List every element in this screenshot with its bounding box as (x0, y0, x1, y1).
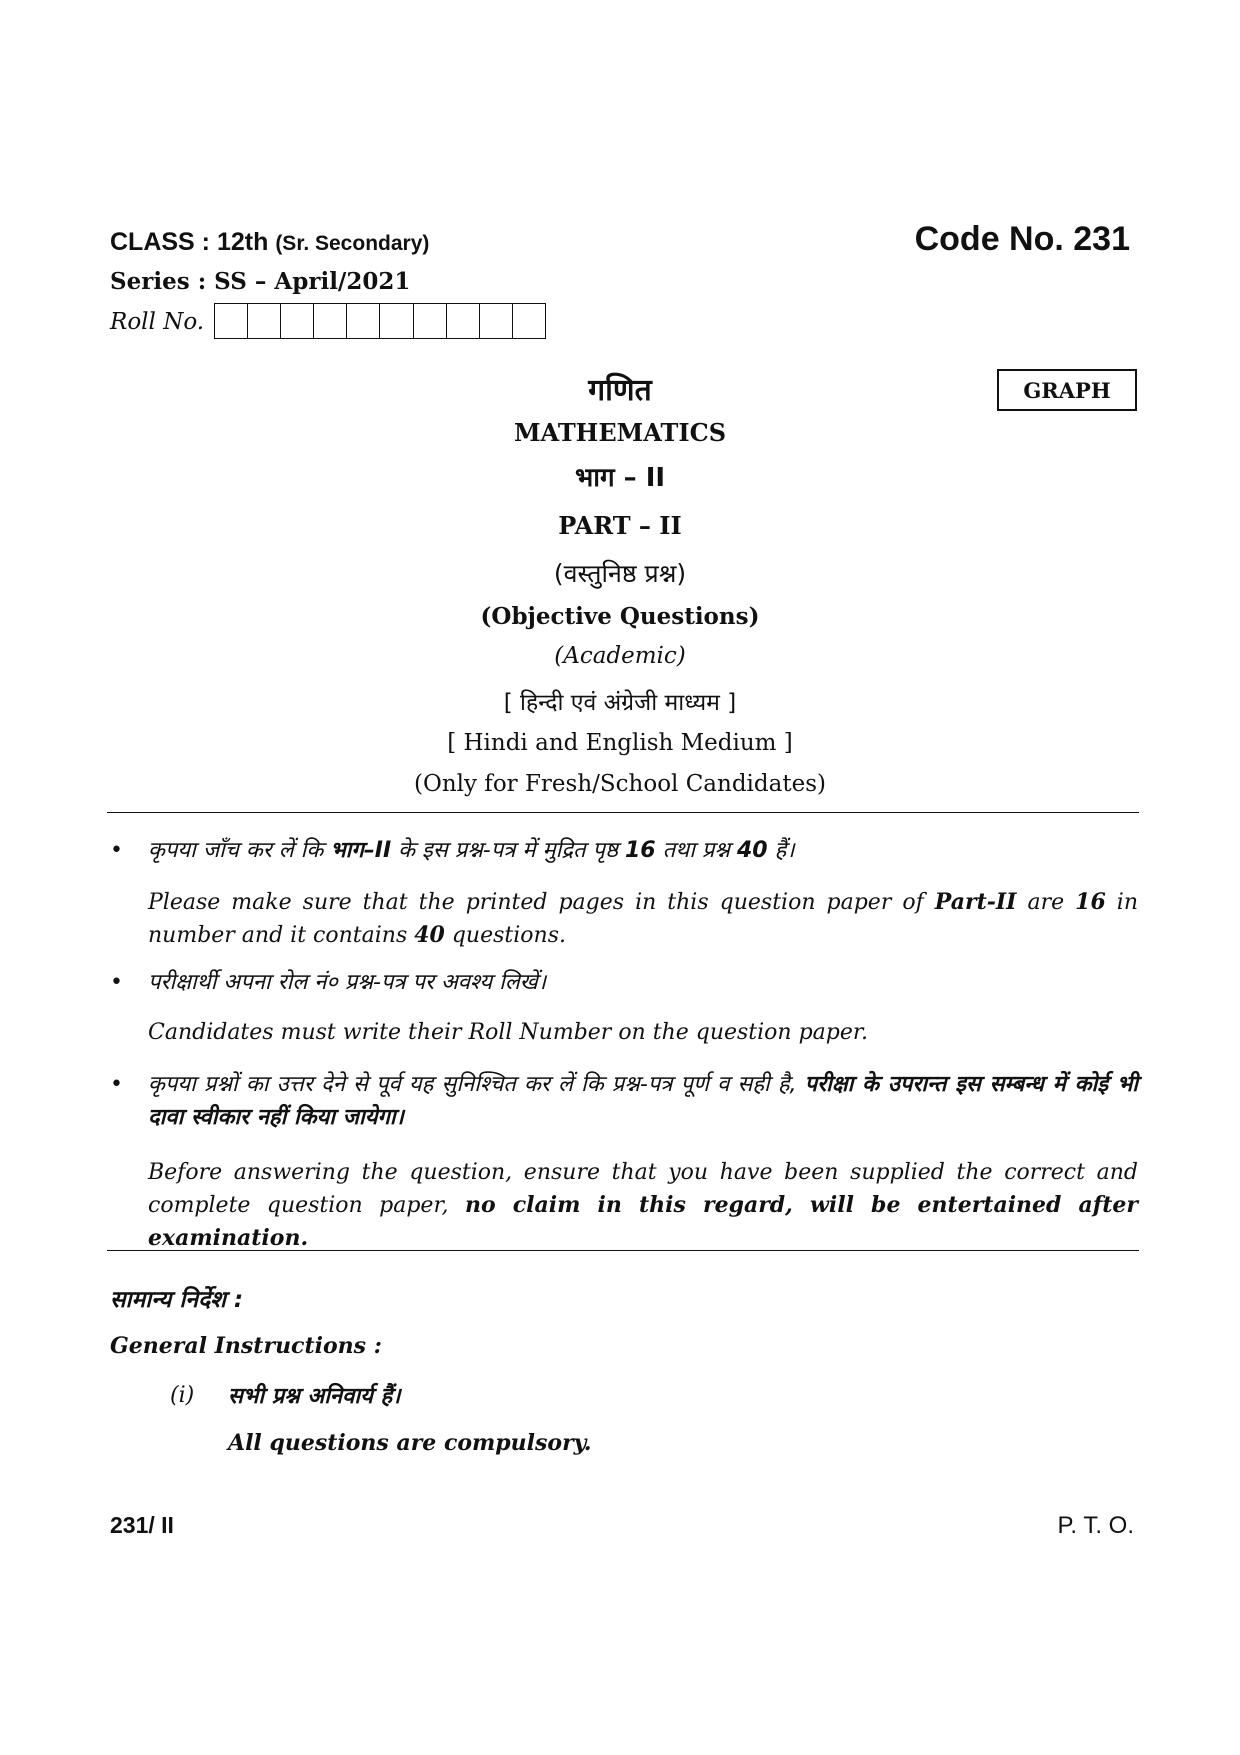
class-line (110, 228, 429, 257)
text: in number and it contains (148, 890, 1139, 948)
pto-label: P. T. O. (1057, 1512, 1134, 1539)
text: कृपया जाँच कर लें कि (148, 838, 331, 863)
roll-digit-box[interactable] (347, 304, 380, 338)
question-type-english: (Objective Questions) (480, 603, 760, 630)
question-type-hindi: (वस्तुनिष्ठ प्रश्न) (553, 559, 687, 588)
roll-digit-box[interactable] (248, 304, 281, 338)
paper-code-footer: 231/ II (110, 1512, 174, 1538)
subject-title-english: MATHEMATICS (513, 418, 727, 447)
text: कृपया प्रश्नों का उत्तर देने से पूर्व यह सुनिश्चित कर लें कि प्रश्न-पत्र पूर्ण व सही है, (148, 1072, 805, 1097)
roll-no-label: Roll No. (110, 309, 205, 335)
general-instructions-heading-english: General Instructions : (110, 1333, 382, 1359)
medium-english: [ Hindi and English Medium ] (447, 730, 793, 756)
instruction-3-hindi (148, 1068, 1138, 1134)
roll-digit-box[interactable] (215, 304, 248, 338)
divider-bottom (107, 1250, 1139, 1251)
text-bold: no claim in this regard, will be entertained after examination. (148, 1192, 1139, 1251)
code-number: Code No. 231 (914, 220, 1130, 258)
part-title-english: PART – II (558, 511, 682, 540)
text: तथा प्रश्न (655, 838, 737, 863)
instruction-3-english (148, 1156, 1138, 1255)
instruction-1-hindi (148, 834, 1138, 867)
text: के इस प्रश्न-पत्र में मुद्रित पृष्ठ (391, 838, 625, 863)
instruction-2-hindi: परीक्षार्थी अपना रोल नं० प्रश्न-पत्र पर अवश्य लिखें। (148, 970, 547, 995)
text-bold: परीक्षा के उपरान्त इस सम्बन्ध में कोई भी दावा स्वीकार नहीं किया जायेगा। (148, 1072, 1138, 1130)
text: हैं। (767, 838, 795, 863)
text: Before answering the question, ensure that you have been supplied the correct and complete question paper, (148, 1160, 1138, 1218)
bullet: • (110, 970, 123, 995)
instruction-1-english (148, 886, 1138, 952)
instruction-2-english: Candidates must write their Roll Number on the question paper. (148, 1020, 868, 1045)
text-bold: 16 (625, 838, 656, 863)
graph-label-box: GRAPH (997, 369, 1137, 411)
medium-hindi: [ हिन्दी एवं अंग्रेजी माध्यम ] (503, 690, 737, 716)
general-instructions-heading-hindi: सामान्य निर्देश : (110, 1287, 244, 1313)
instruction-number: (i) (170, 1383, 195, 1408)
text-bold: 40 (414, 922, 445, 948)
roll-digit-box[interactable] (314, 304, 347, 338)
text-bold: 16 (1075, 889, 1106, 915)
roll-digit-box[interactable] (380, 304, 413, 338)
part-title-hindi: भाग – II (574, 463, 666, 493)
text-bold: Part-II (934, 889, 1017, 915)
general-item-1-hindi: सभी प्रश्न अनिवार्य हैं। (228, 1384, 401, 1409)
roll-digit-box[interactable] (447, 304, 480, 338)
roll-digit-box[interactable] (480, 304, 513, 338)
text: questions. (444, 923, 566, 948)
text: are (1016, 890, 1076, 915)
candidate-eligibility: (Only for Fresh/School Candidates) (414, 771, 826, 797)
divider-top (107, 812, 1139, 813)
class-level: (Sr. Secondary) (275, 232, 430, 255)
bullet: • (110, 1072, 123, 1097)
roll-digit-box[interactable] (414, 304, 447, 338)
text-bold: भाग–II (330, 838, 392, 863)
roll-digit-box[interactable] (513, 304, 545, 338)
roll-digit-box[interactable] (281, 304, 314, 338)
subject-title-hindi: गणित (588, 373, 652, 408)
stream-label: (Academic) (554, 643, 686, 669)
series: Series : SS – April/2021 (110, 268, 411, 295)
bullet: • (110, 838, 123, 863)
text: Please make sure that the printed pages in this question paper of (148, 890, 935, 915)
class-label: CLASS : 12th (110, 228, 269, 256)
general-item-1-english: All questions are compulsory. (228, 1430, 592, 1456)
text-bold: 40 (736, 838, 768, 863)
roll-number-boxes[interactable] (214, 303, 546, 339)
